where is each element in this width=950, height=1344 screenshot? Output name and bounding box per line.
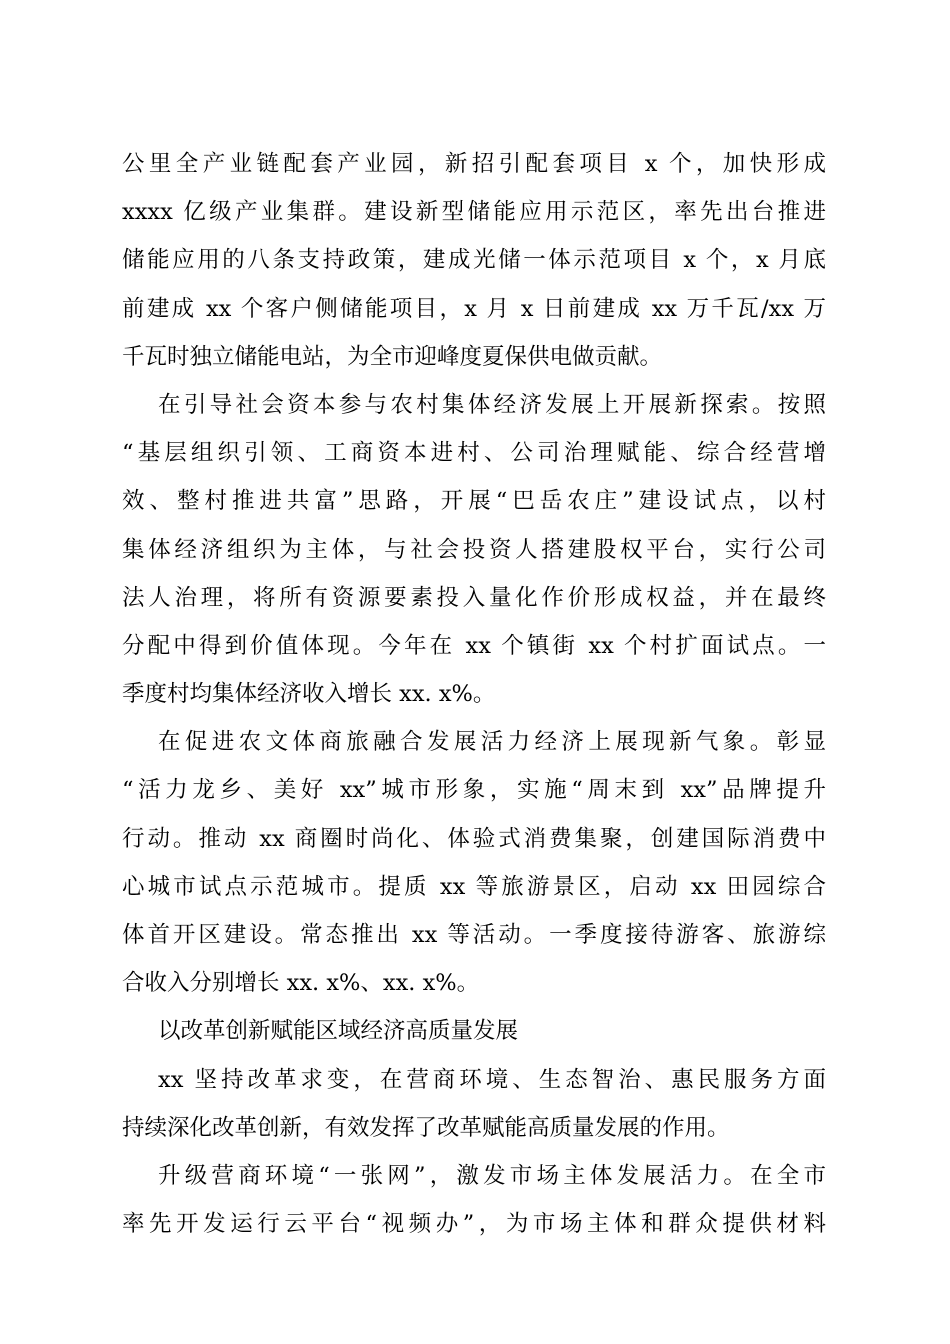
paragraph-3-line-3: 行动。推动 xx 商圈时尚化、体验式消费集聚，创建国际消费中 <box>122 825 826 852</box>
paragraph-1-line-4: 前建成 xx 个客户侧储能项目，x 月 x 日前建成 xx 万千瓦/xx 万 <box>122 295 826 322</box>
paragraph-3-line-6: 合收入分别增长 xx. x%、xx. x%。 <box>122 970 480 997</box>
paragraph-2-line-7: 季度村均集体经济收入增长 xx. x%。 <box>122 681 496 708</box>
paragraph-3-line-2: “活力龙乡、美好 xx”城市形象，实施“周末到 xx”品牌提升 <box>122 777 826 804</box>
paragraph-1-line-2: xxxx 亿级产业集群。建设新型储能应用示范区，率先出台推进 <box>122 199 826 226</box>
paragraph-3-line-4: 心城市试点示范城市。提质 xx 等旅游景区，启动 xx 田园综合 <box>122 873 826 900</box>
paragraph-2-line-4: 集体经济组织为主体，与社会投资人搭建股权平台，实行公司 <box>122 536 826 563</box>
paragraph-3-line-5: 体首开区建设。常态推出 xx 等活动。一季度接待游客、旅游综 <box>122 922 826 948</box>
paragraph-1-line-3: 储能应用的八条支持政策，建成光储一体示范项目 x 个，x 月底 <box>122 247 826 274</box>
paragraph-4-line-2: 持续深化改革创新，有效发挥了改革赋能高质量发展的作用。 <box>122 1114 730 1141</box>
paragraph-1-line-5: 千瓦时独立储能电站，为全市迎峰度夏保供电做贡献。 <box>122 343 663 370</box>
paragraph-5-line-2: 率先开发运行云平台“视频办”，为市场主体和群众提供材料 <box>122 1211 826 1238</box>
document-body <box>122 140 826 1248</box>
paragraph-3-line-1: 在促进农文体商旅融合发展活力经济上展现新气象。彰显 <box>158 729 826 756</box>
paragraph-2-line-3: 效、整村推进共富”思路，开展“巴岳农庄”建设试点，以村 <box>122 488 826 515</box>
paragraph-2-line-5: 法人治理，将所有资源要素投入量化作价形成权益，并在最终 <box>122 584 826 611</box>
paragraph-2-line-6: 分配中得到价值体现。今年在 xx 个镇街 xx 个村扩面试点。一 <box>122 632 826 659</box>
section-heading: 以改革创新赋能区域经济高质量发展 <box>158 1018 519 1045</box>
paragraph-4-line-1: xx 坚持改革求变，在营商环境、生态智治、惠民服务方面 <box>158 1066 826 1093</box>
paragraph-2-line-1: 在引导社会资本参与农村集体经济发展上开展新探索。按照 <box>158 391 826 418</box>
paragraph-1-line-1: 公里全产业链配套产业园，新招引配套项目 x 个，加快形成 <box>122 151 826 177</box>
paragraph-2-line-2: “基层组织引领、工商资本进村、公司治理赋能、综合经营增 <box>122 440 826 467</box>
paragraph-5-line-1: 升级营商环境“一张网”，激发市场主体发展活力。在全市 <box>158 1162 826 1189</box>
